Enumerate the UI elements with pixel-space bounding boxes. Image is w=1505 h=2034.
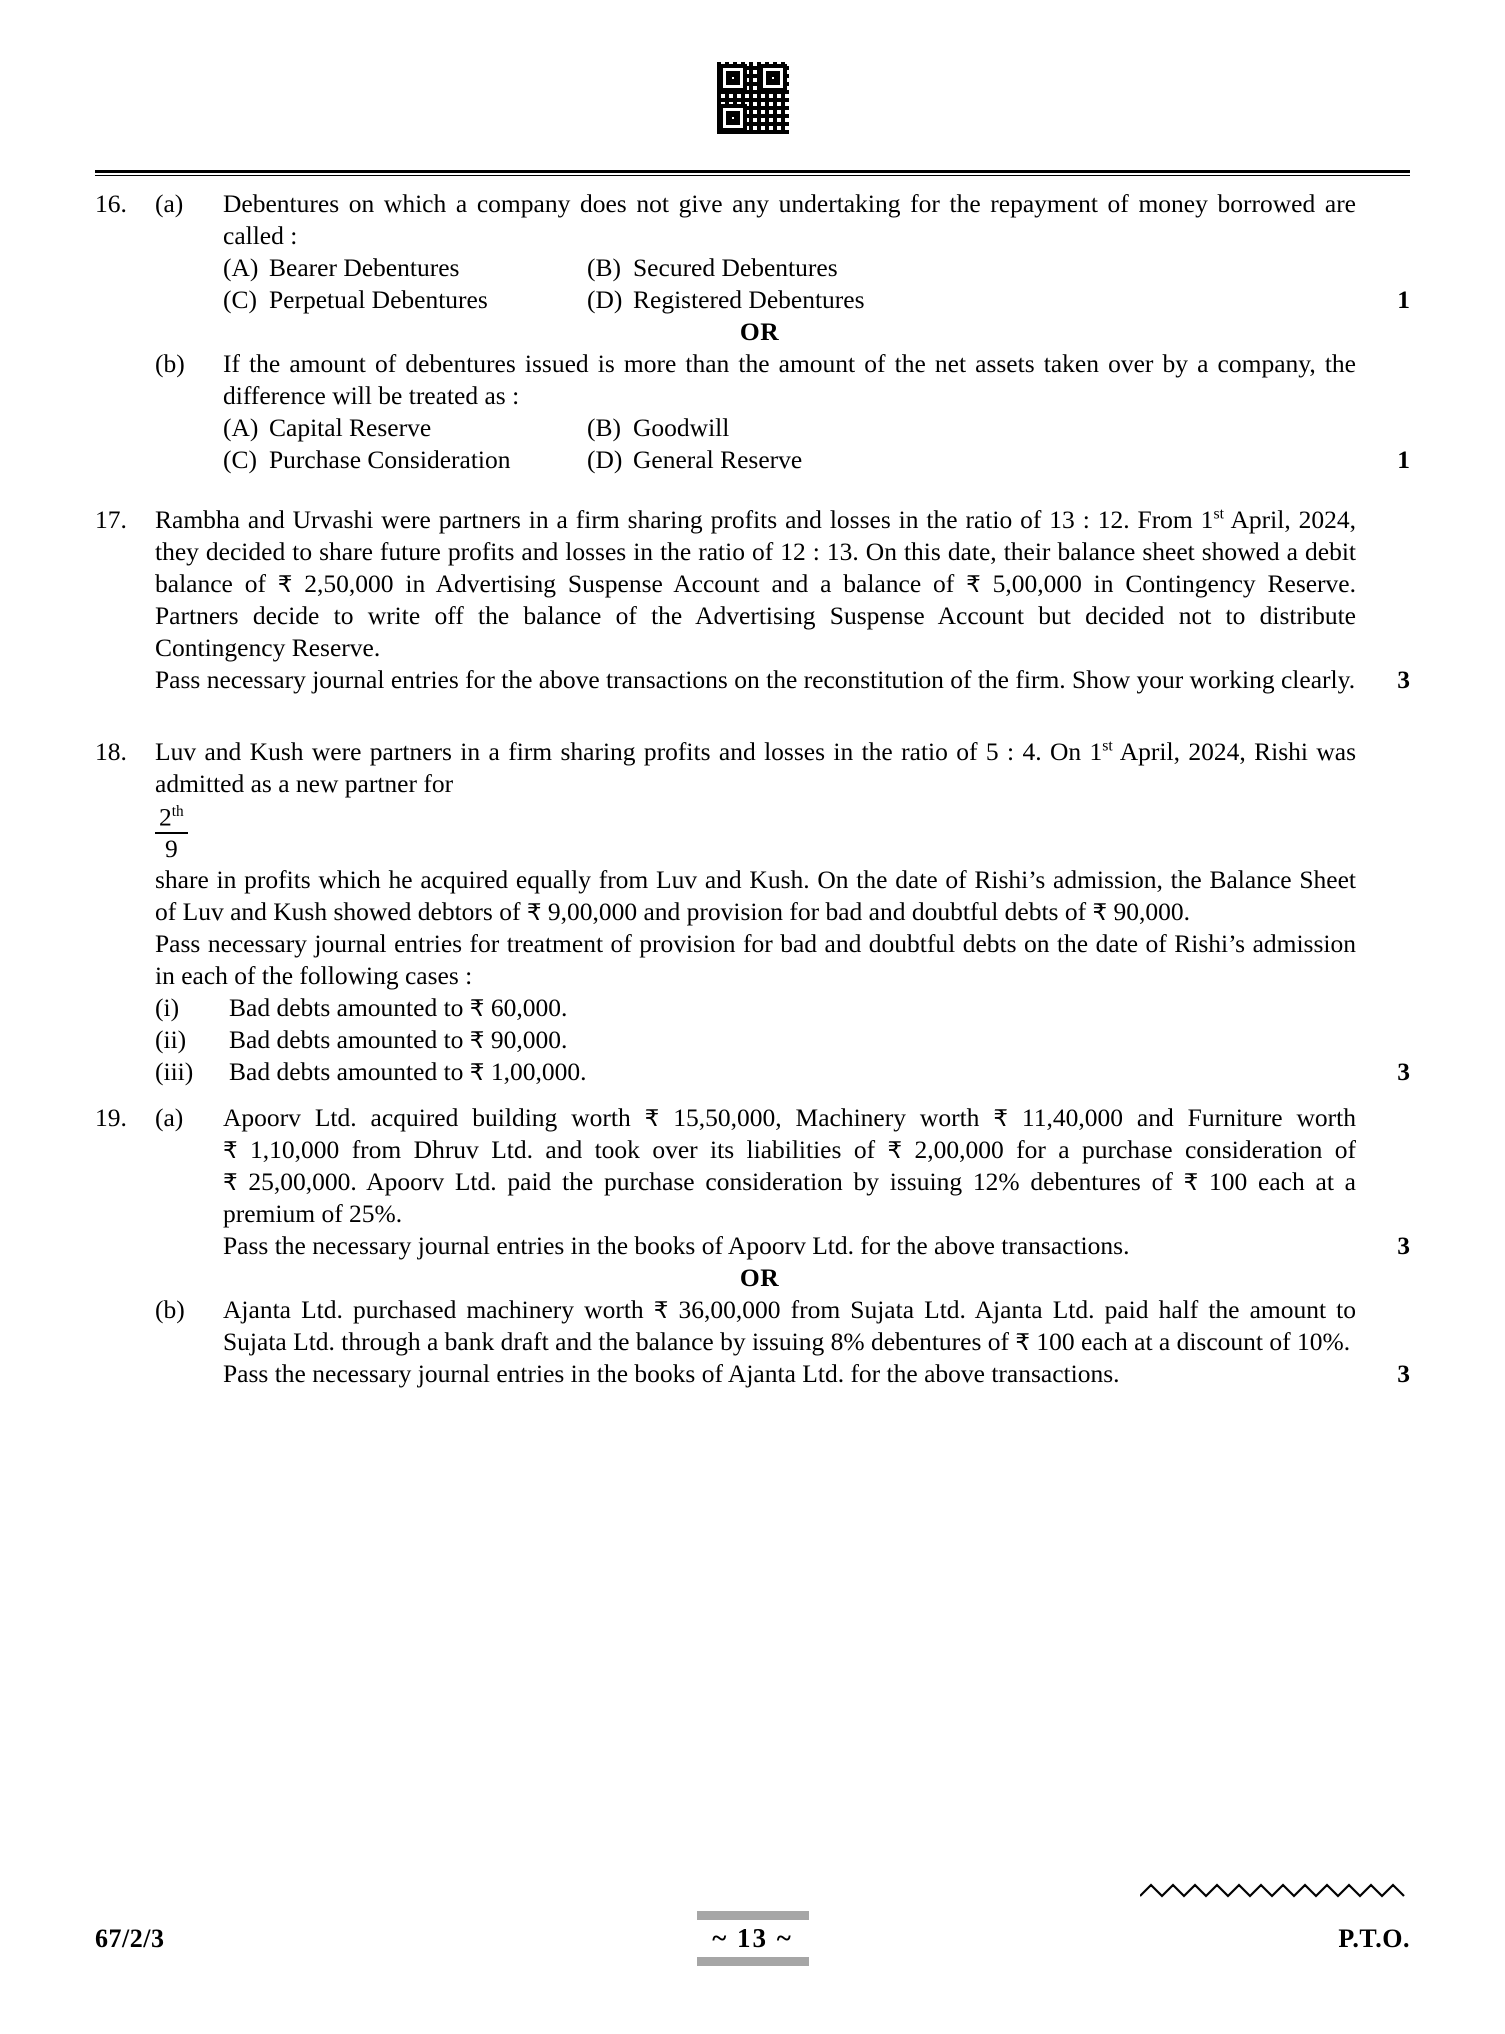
rupee-icon: ₹ xyxy=(887,1136,903,1163)
question-17-paragraph-1 xyxy=(155,504,1356,664)
option-key-a: (A) xyxy=(223,253,259,282)
or-label-19: OR xyxy=(739,1262,780,1292)
rupee-icon: ₹ xyxy=(469,1058,485,1085)
q18-ordinal: st xyxy=(1102,737,1113,755)
option-text-b: Goodwill xyxy=(633,413,730,442)
option-key-a: (A) xyxy=(223,413,259,442)
q17-text-c: in Advertising Suspense Account and a balance of xyxy=(393,569,967,598)
subitem-key-ii: (ii) xyxy=(155,1024,187,1054)
q17-text-b: April, 2024, they decided to share future profits and losses in the ratio of 12 : 13. On this date, their balance sheet showed a debit balance of xyxy=(155,505,1356,598)
question-18-paragraph-2 xyxy=(155,864,1356,928)
q19a-amount-3: 1,10,000 xyxy=(250,1134,340,1164)
question-17-paragraph-2: Pass necessary journal entries for the above transactions on the reconstitution of the firm. Show your working clearly. xyxy=(155,665,1356,694)
subitem-text-ii xyxy=(229,1024,1356,1056)
subitem-key-i: (i) xyxy=(155,992,180,1022)
marks-18: 3 xyxy=(1397,1056,1410,1086)
page-number-block xyxy=(697,1911,809,1966)
q19b-text-a: Ajanta Ltd. purchased machinery worth xyxy=(223,1294,654,1324)
question-16b-stem: If the amount of debentures issued is more than the amount of the net assets taken over by a company, the difference will be treated as : xyxy=(223,349,1356,410)
questions-container xyxy=(95,188,1410,1390)
q18-text-e: . xyxy=(1183,896,1190,926)
q19b-amount-1: 36,00,000 xyxy=(678,1294,781,1324)
q19a-text-e: for a purchase consideration of xyxy=(1003,1134,1357,1164)
page-footer xyxy=(95,1894,1410,1958)
question-16a xyxy=(95,188,1410,316)
rupee-icon: ₹ xyxy=(1092,898,1108,925)
subitem-ii-suffix: . xyxy=(560,1024,568,1054)
option-text-a: Bearer Debentures xyxy=(269,253,460,282)
q18-text-b: April, 2024, Rishi was admitted as a new partner for xyxy=(155,737,1356,798)
subitem-text-i xyxy=(229,992,1356,1024)
question-16a-stem: Debentures on which a company does not give any undertaking for the repayment of money borrowed are called : xyxy=(223,189,1356,250)
subitem-i-prefix: Bad debts amounted to xyxy=(229,992,470,1022)
q17-text-d: in Contingency Reserve. Partners decide to write off the balance of the Advertising Suspense Account but decided not to distribute Contingency Reserve. xyxy=(155,569,1356,662)
question-19b-instruction: Pass the necessary journal entries in the books of Ajanta Ltd. for the above transactions. xyxy=(223,1358,1120,1388)
q19a-amount-1: 15,50,000 xyxy=(673,1102,776,1132)
rupee-icon: ₹ xyxy=(1183,1168,1199,1195)
fraction-denominator: 9 xyxy=(164,834,178,863)
subitem-i-suffix: . xyxy=(560,992,568,1022)
question-18-paragraph-3: Pass necessary journal entries for treatment of provision for bad and doubtful debts on the date of Rishi’s admission in each of the following cases : xyxy=(155,928,1356,990)
question-19b-text xyxy=(223,1294,1356,1358)
q19a-amount-2: 11,40,000 xyxy=(1021,1102,1123,1132)
subitem-iii-prefix: Bad debts amounted to xyxy=(229,1056,470,1086)
subitem-ii-amount: 90,000 xyxy=(490,1024,561,1054)
option-key-d: (D) xyxy=(587,445,623,474)
rupee-icon: ₹ xyxy=(469,1026,485,1053)
q18-text-d: and provision for bad and doubtful debts of xyxy=(637,896,1093,926)
question-17 xyxy=(95,504,1410,696)
option-text-c: Perpetual Debentures xyxy=(269,285,488,314)
option-key-c: (C) xyxy=(223,445,257,474)
rupee-icon: ₹ xyxy=(993,1104,1008,1131)
header-divider xyxy=(95,170,1410,176)
q19b-text-c: each at a discount of 10%. xyxy=(1074,1326,1351,1356)
rupee-icon: ₹ xyxy=(223,1168,238,1195)
q18-text-c: share in profits which he acquired equally from Luv and Kush. On the date of Rishi’s admission, the Balance Sheet of Luv and Kush showed debtors of xyxy=(155,864,1356,926)
question-18-paragraph-1 xyxy=(155,736,1356,800)
question-18-subitems xyxy=(155,992,1356,1088)
question-19a-instruction: Pass the necessary journal entries in the books of Apoorv Ltd. for the above transactions. xyxy=(223,1230,1130,1260)
fraction-numerator: 2 xyxy=(159,802,172,832)
pto-label: P.T.O. xyxy=(1338,1924,1410,1953)
question-16a-options xyxy=(223,252,1356,316)
q19a-text-f: . Apoorv Ltd. paid the purchase consideration by issuing 12% debentures of xyxy=(350,1166,1184,1196)
fraction-two-ninths xyxy=(155,804,188,862)
page-number-top-bar xyxy=(697,1911,809,1920)
q19b-amount-2: 100 xyxy=(1036,1326,1075,1356)
q18-amount-2: 90,000 xyxy=(1113,896,1184,926)
option-text-d: General Reserve xyxy=(633,445,803,474)
question-16b-options xyxy=(223,412,1356,476)
q19a-amount-6: 100 xyxy=(1209,1166,1248,1196)
marks-19b: 3 xyxy=(1397,1358,1410,1388)
rupee-icon: ₹ xyxy=(966,571,981,597)
option-text-b: Secured Debentures xyxy=(633,253,838,282)
rupee-icon: ₹ xyxy=(644,1104,660,1131)
question-number-19: 19. xyxy=(95,1102,127,1132)
subitem-i-amount: 60,000 xyxy=(490,992,561,1022)
question-number-18: 18. xyxy=(95,737,127,766)
fraction-ordinal: th xyxy=(171,803,184,820)
option-key-b: (B) xyxy=(587,413,621,442)
q17-text-a: Rambha and Urvashi were partners in a firm sharing profits and losses in the ratio of 13 : 12. From 1 xyxy=(155,505,1214,534)
q17-amount-1: 2,50,000 xyxy=(304,569,394,598)
q17-ordinal: st xyxy=(1213,505,1224,523)
question-18 xyxy=(95,736,1410,1088)
subitem-key-iii: (iii) xyxy=(155,1056,194,1086)
q18-amount-1: 9,00,000 xyxy=(547,896,638,926)
page-number-bottom-bar xyxy=(697,1957,809,1966)
subitem-ii-prefix: Bad debts amounted to xyxy=(229,1024,470,1054)
option-key-b: (B) xyxy=(587,253,621,282)
question-number-17: 17. xyxy=(95,505,127,534)
rupee-icon: ₹ xyxy=(469,994,485,1021)
rupee-icon: ₹ xyxy=(223,1136,238,1163)
qr-code-icon xyxy=(717,62,789,134)
q19a-text-g: each at a premium of 25%. xyxy=(223,1166,1357,1228)
q19a-amount-4: 2,00,000 xyxy=(914,1134,1004,1164)
q19a-text-d: from Dhruv Ltd. and took over its liabilities of xyxy=(339,1134,888,1164)
marks-16b: 1 xyxy=(1397,445,1410,474)
q19b-text-b: from Sujata Ltd. Ajanta Ltd. paid half the amount to Sujata Ltd. through a bank draft and the balance by issuing 8% debentures of xyxy=(223,1294,1357,1356)
marks-16a: 1 xyxy=(1397,285,1410,314)
subitem-iii-amount: 1,00,000 xyxy=(490,1056,581,1086)
question-19a xyxy=(95,1102,1410,1262)
question-18-fraction-line xyxy=(155,802,1356,864)
or-separator-19 xyxy=(95,1262,1410,1294)
q17-amount-2: 5,00,000 xyxy=(992,569,1082,598)
part-label-16b: (b) xyxy=(155,349,185,378)
q18-text-a: Luv and Kush were partners in a firm sharing profits and losses in the ratio of 5 : 4. On 1 xyxy=(155,737,1103,766)
qr-code-container xyxy=(0,62,1505,134)
option-key-c: (C) xyxy=(223,285,257,314)
part-label-16a: (a) xyxy=(155,189,184,218)
question-number-16: 16. xyxy=(95,189,127,218)
subitem-iii-suffix: . xyxy=(580,1056,587,1086)
squiggle-decoration xyxy=(1140,1880,1410,1902)
question-19a-text xyxy=(223,1102,1356,1230)
q19a-amount-5: 25,00,000 xyxy=(248,1166,351,1196)
rupee-icon: ₹ xyxy=(526,898,542,925)
part-label-19b: (b) xyxy=(155,1294,185,1324)
rupee-icon: ₹ xyxy=(653,1296,669,1323)
paper-code: 67/2/3 xyxy=(95,1924,165,1953)
option-text-d: Registered Debentures xyxy=(633,285,865,314)
option-key-d: (D) xyxy=(587,285,623,314)
subitem-text-iii xyxy=(229,1056,1356,1088)
or-separator-16 xyxy=(95,316,1410,348)
q19a-text-b: , Machinery worth xyxy=(775,1102,994,1132)
rupee-icon: ₹ xyxy=(277,571,293,597)
marks-17: 3 xyxy=(1397,665,1410,694)
rupee-icon: ₹ xyxy=(1015,1328,1031,1355)
part-label-19a: (a) xyxy=(155,1102,184,1132)
question-16b xyxy=(95,348,1410,476)
marks-19a: 3 xyxy=(1397,1230,1410,1260)
question-19b xyxy=(95,1294,1410,1390)
option-text-c: Purchase Consideration xyxy=(269,445,511,474)
q19a-text-a: Apoorv Ltd. acquired building worth xyxy=(223,1102,645,1132)
q19a-text-c: and Furniture worth xyxy=(1122,1102,1356,1132)
page-number: ~ 13 ~ xyxy=(712,1923,793,1953)
option-text-a: Capital Reserve xyxy=(269,413,432,442)
or-label-16: OR xyxy=(739,317,780,346)
